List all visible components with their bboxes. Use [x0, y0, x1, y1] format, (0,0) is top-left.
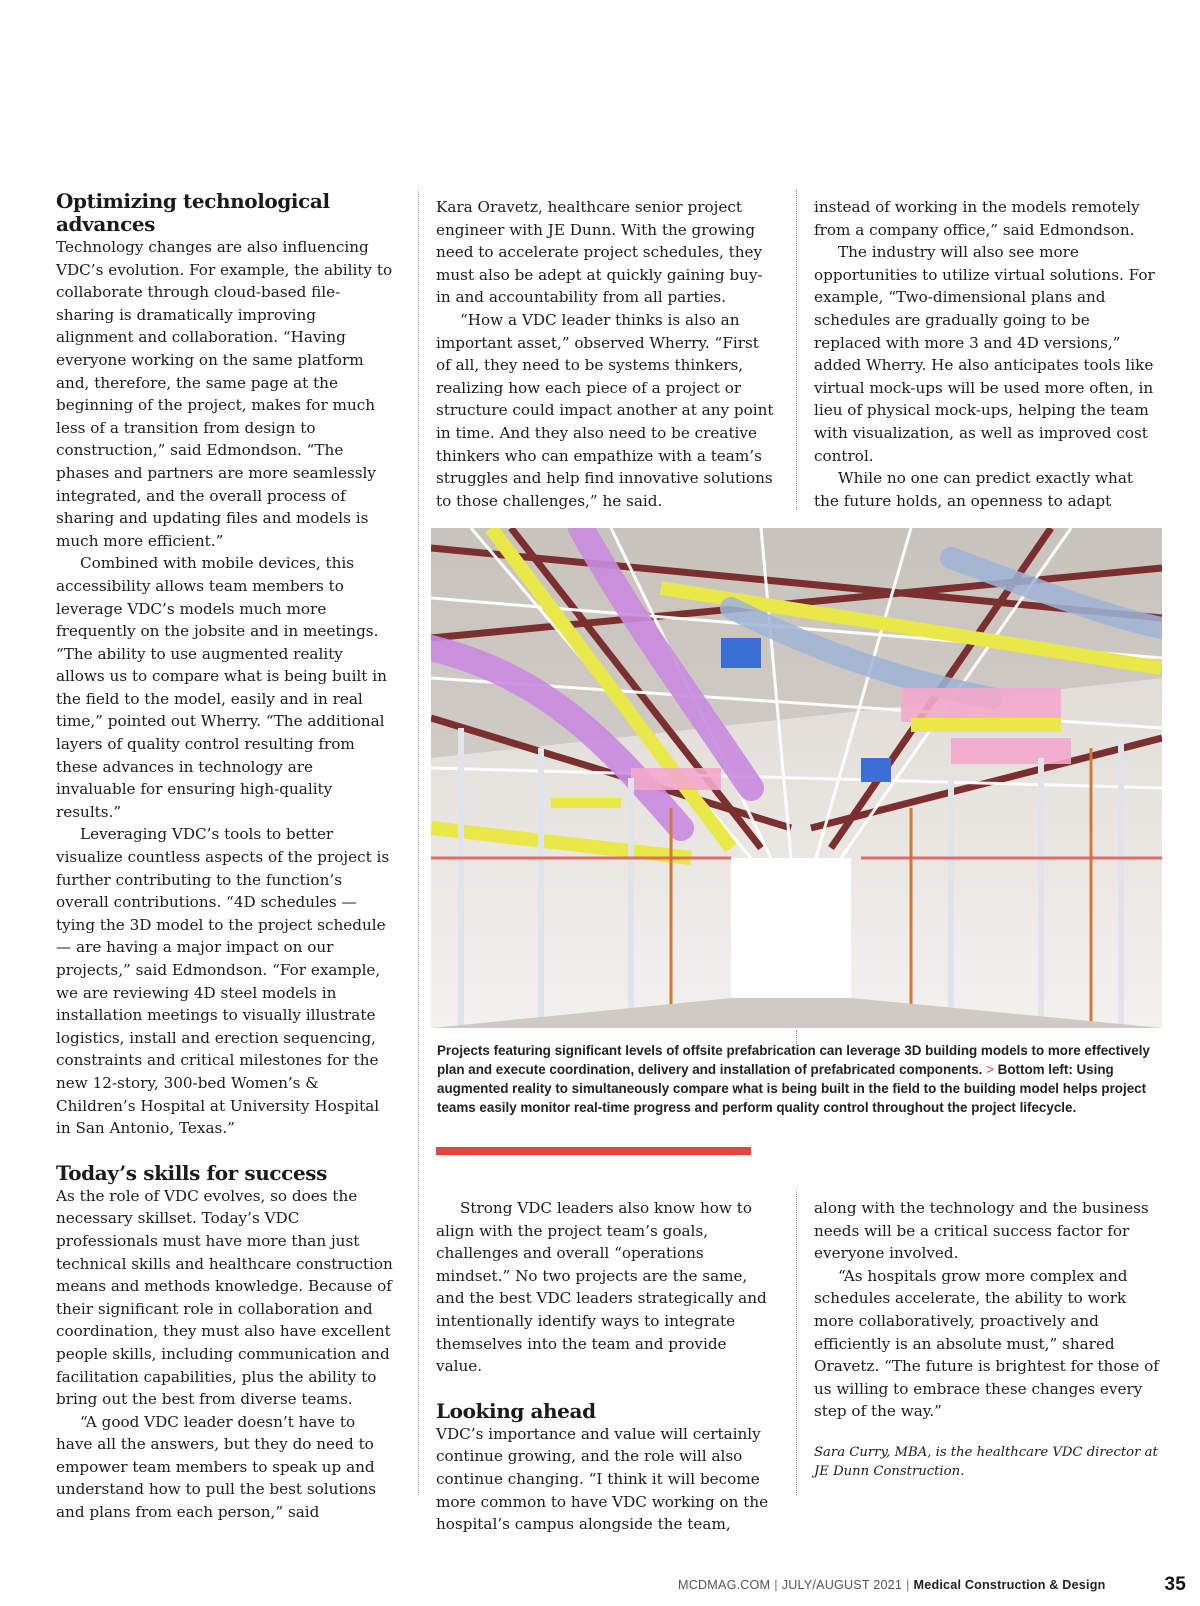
- paragraph: instead of working in the models remotely from a company office,” said Edmondson.: [814, 198, 1140, 239]
- photo-caption: [437, 1041, 1164, 1117]
- footer-separator: |: [906, 1578, 910, 1592]
- article-column-2-bottom: [436, 1197, 774, 1536]
- paragraph: Technology changes are also influencing VDC’s evolution. For example, the ability to collaborate through cloud-based file-sharing is dramatically improving alignment and collaboration. “Having everyone working on the same platform and, therefore, the same page at the beginning of the project, makes for much less of a transition from design to construction,” said Edmondson. “The phases and partners are more seamlessly integrated, and the overall process of sharing and updating files and models is much more efficient.”: [56, 238, 393, 550]
- paragraph: As the role of VDC evolves, so does the necessary skillset. Today’s VDC professionals must have more than just technical skills and healthcare construction means and methods knowledge. Because of their significant role in collaboration and coordination, they must also have excellent people skills, including communication and facilitation capabilities, plus the ability to bring out the best from diverse teams.: [56, 1186, 393, 1409]
- article-column-3: [814, 196, 1160, 512]
- footer-publication: Medical Construction & Design: [913, 1578, 1106, 1592]
- page-footer: [678, 1574, 1186, 1602]
- paragraph: along with the technology and the business needs will be a critical success factor for everyone involved.: [814, 1199, 1149, 1263]
- caption-arrow-icon: >: [986, 1062, 994, 1077]
- caption-text: Projects featuring significant levels of offsite prefabrication can leverage 3D building models to more effectively plan and execute coordination, delivery and installation of prefabricated components.: [437, 1043, 1150, 1077]
- column-divider: [796, 190, 797, 510]
- footer-site: MCDMAG.COM: [678, 1578, 771, 1592]
- paragraph: Kara Oravetz, healthcare senior project engineer with JE Dunn. With the growing need to accelerate project schedules, they must also be adept at quickly gaining buy-in and accountability from all parties.: [436, 198, 763, 307]
- paragraph: “A good VDC leader doesn’t have to have all the answers, but they do need to empower team members to speak up and understand how to pull the best solutions and plans from each person,” said: [56, 1412, 377, 1522]
- column-divider: [418, 190, 419, 1495]
- paragraph: Strong VDC leaders also know how to align with the project team’s goals, challenges and overall “operations mindset.” No two projects are the same, and the best VDC leaders strategically and intentionally identify ways to integrate themselves into the team and provide value.: [436, 1199, 767, 1376]
- section-heading-looking-ahead: Looking ahead: [436, 1398, 596, 1423]
- page-number: 35: [1164, 1574, 1186, 1595]
- paragraph: VDC’s importance and value will certainly continue growing, and the role will also continue changing. “I think it will become more common to have VDC working on the hospital’s campus alongside the team,: [436, 1424, 769, 1534]
- accent-rule: [436, 1147, 751, 1155]
- section-heading-optimizing: Optimizing technological advances: [56, 189, 330, 236]
- article-column-3-bottom: [814, 1197, 1160, 1481]
- paragraph: Combined with mobile devices, this accessibility allows team members to leverage VDC’s models much more frequently on the jobsite and in meetings. “The ability to use augmented reality allows us to compare what is being built in the field to the model, easily and in real time,” pointed out Wherry. “The additional layers of quality control resulting from these advances in technology are invaluable for ensuring high-quality results.”: [56, 554, 387, 821]
- paragraph: The industry will also see more opportunities to utilize virtual solutions. For example, “Two-dimensional plans and schedules are gradually going to be replaced with more 3 and 4D versions,” added Wherry. He also anticipates tools like virtual mock-ups will be used more often, in lieu of physical mock-ups, helping the team with visualization, as well as improved cost control.: [814, 243, 1155, 465]
- paragraph: Leveraging VDC’s tools to better visualize countless aspects of the project is further contributing to the function’s overall contributions. “4D schedules — tying the 3D model to the project schedule — are having a major impact on our projects,” said Edmondson. “For example, we are reviewing 4D steel models in installation meetings to visually illustrate logistics, install and erection sequencing, constraints and critical milestones for the new 12-story, 300-bed Women’s & Children’s Hospital at University Hospital in San Antonio, Texas.”: [56, 825, 390, 1138]
- footer-separator: |: [774, 1578, 778, 1592]
- caption-text-continued: Bottom left: Using augmented reality to simultaneously compare what is being built in the field to the building model helps project teams easily monitor real-time progress and perform quality control throughout the project lifecycle.: [437, 1062, 1147, 1115]
- article-column-1: [56, 190, 396, 1524]
- column-divider: [796, 1190, 797, 1495]
- section-heading-skills: Today’s skills for success: [56, 1160, 327, 1185]
- paragraph: “How a VDC leader thinks is also an important asset,” observed Wherry. “First of all, they need to be systems thinkers, realizing how each piece of a project or structure could impact another at any point in time. And they also need to be creative thinkers who can empathize with a team’s struggles and help find innovative solutions to those challenges,” he said.: [436, 310, 774, 510]
- paragraph: While no one can predict exactly what the future holds, an openness to adapt: [814, 469, 1133, 510]
- footer-issue: JULY/AUGUST 2021: [781, 1578, 903, 1592]
- bim-model-photo: [431, 528, 1162, 1028]
- article-column-2: [436, 196, 774, 512]
- author-bio: Sara Curry, MBA, is the healthcare VDC director at JE Dunn Construction.: [814, 1444, 1158, 1479]
- paragraph: “As hospitals grow more complex and schedules accelerate, the ability to work more collaboratively, proactively and efficiently is an absolute must,” shared Oravetz. “The future is brightest for those of us willing to embrace these changes every step of the way.”: [814, 1266, 1159, 1421]
